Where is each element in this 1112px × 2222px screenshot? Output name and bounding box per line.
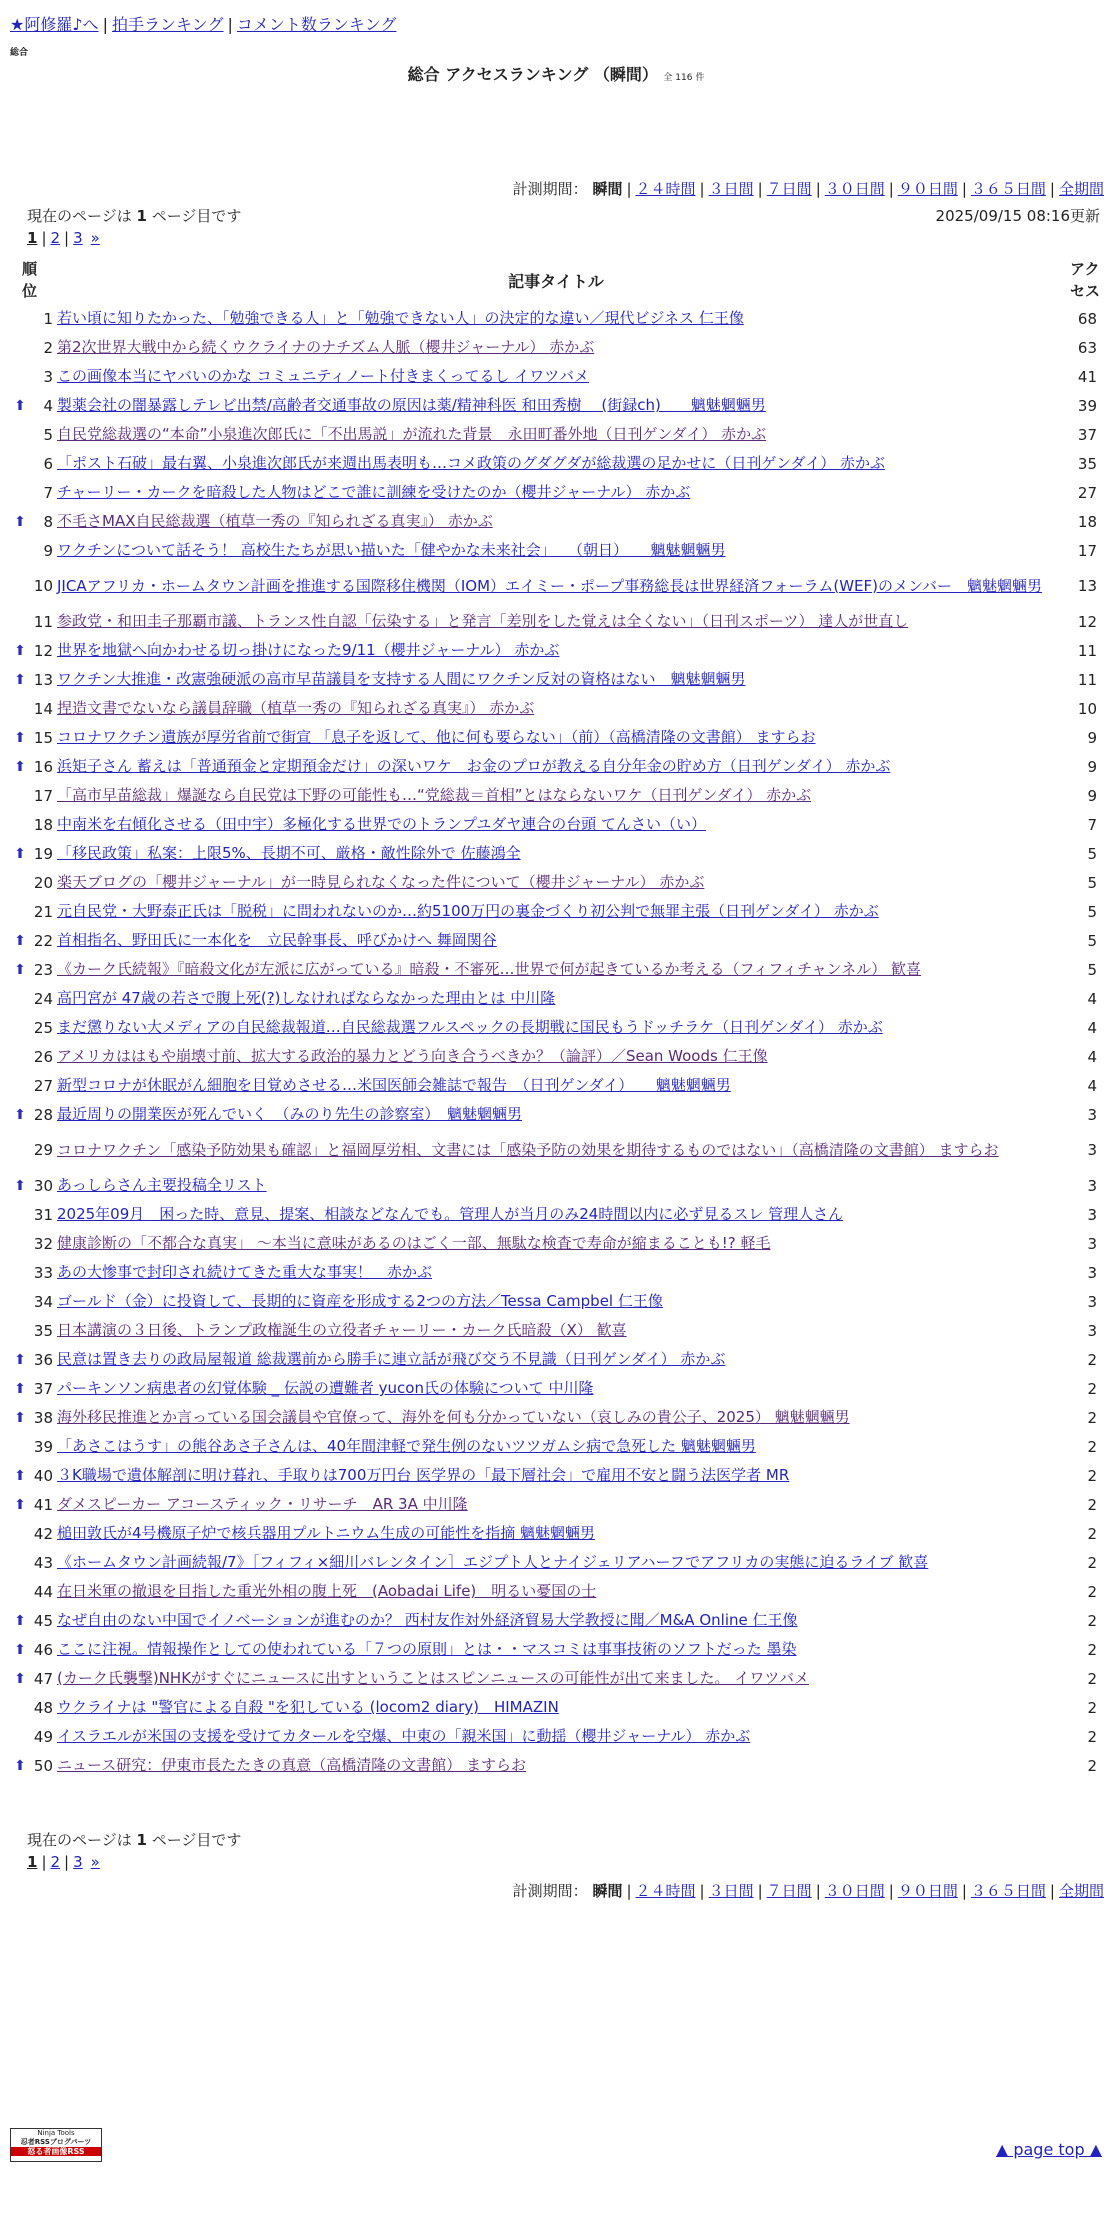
table-row — [0, 810, 1112, 839]
table-row — [0, 897, 1112, 926]
article-link[interactable]: あっしらさん主要投稿全リスト — [57, 1176, 267, 1194]
access-count: 2 — [1087, 1495, 1097, 1514]
access-count: 68 — [1077, 309, 1097, 328]
access-count: 2 — [1087, 1408, 1097, 1427]
period-30d-link[interactable]: ３０日間 — [824, 180, 885, 198]
rank-number: 4 — [43, 396, 53, 415]
link-comment-ranking[interactable]: コメント数ランキング — [236, 15, 397, 34]
period-7d-link[interactable]: ７日間 — [766, 1882, 812, 1900]
article-link[interactable]: 槌田敦氏が4号機原子炉で核兵器用プルトニウム生成の可能性を指摘 魑魅魍魎男 — [57, 1524, 595, 1542]
rank-up-arrow-icon: ⬆ — [14, 729, 26, 746]
rss-blogparts-logo[interactable] — [10, 2128, 102, 2162]
period-current: 瞬間 — [592, 180, 623, 198]
article-link[interactable]: 第2次世界大戦中から続くウクライナのナチズム人脈（櫻井ジャーナル） 赤かぶ — [57, 338, 595, 356]
access-count: 3 — [1087, 1321, 1097, 1340]
article-link[interactable]: この画像本当にヤバいのかな コミュニティノート付きまくってるし イワツバメ — [57, 367, 589, 385]
table-row — [0, 868, 1112, 897]
rank-number: 27 — [33, 1076, 53, 1095]
pager-top: 1 | 2 | 3 » — [27, 229, 100, 247]
table-row — [0, 1577, 1112, 1606]
top-navigation — [10, 12, 396, 35]
access-count: 4 — [1087, 989, 1097, 1008]
article-link[interactable]: 元自民党・大野泰正氏は「脱税」に問われないのか…約5100万円の裏金づくり初公判で無罪主張（日刊ゲンダイ） 赤かぶ — [57, 902, 879, 920]
table-row — [0, 478, 1112, 507]
rank-number: 3 — [43, 367, 53, 386]
table-row — [0, 1229, 1112, 1258]
article-link[interactable]: コロナワクチン遺族が厚労省前で街宣 「息子を返して、他に何も要らない」（前）（高橋清隆の文書館） ますらお — [57, 728, 816, 746]
table-row — [0, 607, 1112, 636]
period-all-link[interactable]: 全期間 — [1058, 1882, 1104, 1900]
period-3d-link[interactable]: ３日間 — [708, 1882, 754, 1900]
table-row — [0, 636, 1112, 665]
pager-page-1[interactable]: 1 — [27, 1853, 38, 1871]
period-365d-link[interactable]: ３６５日間 — [970, 180, 1046, 198]
table-row — [0, 1200, 1112, 1229]
table-row — [0, 1129, 1112, 1171]
rank-number: 1 — [43, 309, 53, 328]
table-row — [0, 1432, 1112, 1461]
rank-up-arrow-icon: ⬆ — [14, 758, 26, 775]
article-link[interactable]: 民意は置き去りの政局屋報道 総裁選前から勝手に連立話が飛び交う不見識（日刊ゲンダイ） 赤かぶ — [57, 1350, 726, 1368]
access-count: 3 — [1087, 1141, 1097, 1159]
rank-number: 32 — [33, 1234, 53, 1253]
header-title: 記事タイトル — [508, 272, 604, 291]
article-link[interactable]: 世界を地獄へ向かわせる切っ掛けになった9/11（櫻井ジャーナル） 赤かぶ — [57, 641, 560, 659]
access-count: 2 — [1087, 1727, 1097, 1746]
pager-page-1[interactable]: 1 — [27, 229, 38, 247]
table-row — [0, 507, 1112, 536]
logo-mid-text: 忍者RSSブログパーツ — [20, 2138, 92, 2146]
table-row — [0, 1403, 1112, 1432]
rank-number: 43 — [33, 1553, 53, 1572]
rank-number: 8 — [43, 512, 53, 531]
article-link[interactable]: 首相指名、野田氏に一本化を 立民幹事長、呼びかけへ 舞岡関谷 — [57, 931, 497, 949]
rank-number: 50 — [33, 1756, 53, 1775]
table-row — [0, 665, 1112, 694]
table-row — [0, 333, 1112, 362]
rank-number: 18 — [33, 815, 53, 834]
article-link[interactable]: 日本講演の３日後、トランプ政権誕生の立役者チャーリー・カーク氏暗殺（X） 歓喜 — [57, 1321, 627, 1339]
access-count: 3 — [1087, 1263, 1097, 1282]
article-link[interactable]: 「高市早苗総裁」爆誕なら自民党は下野の可能性も…“党総裁＝首相”とはならないワケ（日刊ゲンダイ） 赤かぶ — [57, 786, 812, 804]
access-count: 3 — [1087, 1105, 1097, 1124]
access-count: 2 — [1087, 1582, 1097, 1601]
nav-separator: | — [102, 15, 108, 34]
article-link[interactable]: 高円宮が 47歳の若さで腹上死(?)しなければならなかった理由とは 中川隆 — [57, 989, 556, 1007]
rank-number: 21 — [33, 902, 53, 921]
rank-number: 9 — [43, 541, 53, 560]
page-info-number: 1 — [136, 1831, 147, 1849]
rank-number: 29 — [33, 1141, 53, 1159]
access-count: 18 — [1077, 512, 1097, 531]
table-row — [0, 1693, 1112, 1722]
access-count: 63 — [1077, 338, 1097, 357]
logo-top-text: Ninja Tools — [37, 2129, 75, 2137]
article-link[interactable]: パーキンソン病患者の幻覚体験 _ 伝説の遭難者 yucon氏の体験について 中川隆 — [57, 1379, 594, 1397]
rank-number: 39 — [33, 1437, 53, 1456]
article-link[interactable]: 不毛さMAX自民総裁選（植草一秀の『知られざる真実』） 赤かぶ — [57, 512, 493, 530]
access-count: 10 — [1077, 699, 1097, 718]
rank-up-arrow-icon: ⬆ — [14, 961, 26, 978]
updated-timestamp: 2025/09/15 08:16更新 — [935, 207, 1100, 225]
article-link[interactable]: ここに注視。情報操作としての使われている「７つの原則」とは・・マスコミは事事技術のソフトだった 墨染 — [57, 1640, 797, 1658]
table-row — [0, 723, 1112, 752]
table-row — [0, 781, 1112, 810]
rank-number: 34 — [33, 1292, 53, 1311]
access-count: 17 — [1077, 541, 1097, 560]
article-link[interactable]: 新型コロナが休眠がん細胞を目覚めさせる…米国医師会雑誌で報告 （日刊ゲンダイ） 魑魅魍魎男 — [57, 1076, 731, 1094]
table-row — [0, 1461, 1112, 1490]
rank-up-arrow-icon: ⬆ — [14, 1177, 26, 1194]
page-title — [0, 62, 1112, 85]
article-link[interactable]: コロナワクチン「感染予防効果も確認」と福岡厚労相、文書には「感染予防の効果を期待するものではない」（高橋清隆の文書館） ますらお — [57, 1140, 999, 1159]
period-30d-link[interactable]: ３０日間 — [824, 1882, 885, 1900]
rank-number: 19 — [33, 844, 53, 863]
table-row — [0, 1664, 1112, 1693]
article-link[interactable]: 捏造文書でないなら議員辞職（植草一秀の『知られざる真実』） 赤かぶ — [57, 699, 535, 717]
table-row — [0, 1345, 1112, 1374]
period-90d-link[interactable]: ９０日間 — [897, 180, 958, 198]
rank-number: 40 — [33, 1466, 53, 1485]
table-row — [0, 1606, 1112, 1635]
article-link[interactable]: アメリカははもや崩壊寸前、拡大する政治的暴力とどう向き合うべきか？（論評）／Sean Woods 仁王像 — [57, 1047, 768, 1065]
rank-number: 11 — [33, 612, 53, 631]
article-link[interactable]: ダメスピーカー アコースティック・リサーチ AR 3A 中川隆 — [57, 1495, 468, 1513]
article-link[interactable]: 「あさこはうす」の熊谷あさ子さんは、40年間津軽で発生例のないツツガムシ病で急死した 魑魅魍魎男 — [57, 1437, 756, 1455]
rank-number: 38 — [33, 1408, 53, 1427]
rank-up-arrow-icon: ⬆ — [14, 1351, 26, 1368]
rank-up-arrow-icon: ⬆ — [14, 932, 26, 949]
rank-up-arrow-icon: ⬆ — [14, 1467, 26, 1484]
rank-number: 45 — [33, 1611, 53, 1630]
rank-number: 23 — [33, 960, 53, 979]
pager-page-2[interactable]: 2 — [50, 229, 61, 247]
pager-page-2[interactable]: 2 — [50, 1853, 61, 1871]
rank-number: 49 — [33, 1727, 53, 1746]
table-row — [0, 1100, 1112, 1129]
article-link[interactable]: なぜ自由のない中国でイノベーションが進むのか？ 西村友作対外経済貿易大学教授に聞／M&A Online 仁王像 — [57, 1611, 798, 1629]
rank-up-arrow-icon: ⬆ — [14, 1641, 26, 1658]
table-row — [0, 1519, 1112, 1548]
access-count: 9 — [1087, 728, 1097, 747]
period-90d-link[interactable]: ９０日間 — [897, 1882, 958, 1900]
rank-number: 46 — [33, 1640, 53, 1659]
article-link[interactable]: ワクチン大推進・改憲強硬派の高市早苗議員を支持する人間にワクチン反対の資格はない 魑魅魍魎男 — [57, 670, 746, 688]
table-row — [0, 839, 1112, 868]
article-link[interactable]: 参政党・和田圭子那覇市議、トランス性自認「伝染する」と発言「差別をした覚えは全くない」（日刊スポーツ） 達人が世直し — [57, 612, 909, 630]
access-count: 3 — [1087, 1176, 1097, 1195]
article-link[interactable]: ニュース研究：伊東市長たたきの真意（高橋清隆の文書館） ますらお — [57, 1756, 527, 1774]
article-link[interactable]: 2025年09月 困った時、意見、提案、相談などなんでも。管理人が当月のみ24時間以内に必ず見るスレ 管理人さん — [57, 1205, 844, 1223]
article-link[interactable]: 健康診断の「不都合な真実」 ～本当に意味があるのはごく一部、無駄な検査で寿命が縮まることも!? 軽毛 — [57, 1234, 771, 1252]
table-row — [0, 955, 1112, 984]
article-link[interactable]: イスラエルが米国の支援を受けてカタールを空爆、中東の「親米国」に動揺（櫻井ジャーナル） 赤かぶ — [57, 1727, 751, 1745]
access-count: 11 — [1077, 670, 1097, 689]
rank-number: 28 — [33, 1105, 53, 1124]
article-link[interactable]: あの大惨事で封印され続けてきた重大な事実！ 赤かぶ — [57, 1263, 433, 1281]
table-row — [0, 304, 1112, 333]
table-row — [0, 449, 1112, 478]
rank-up-arrow-icon: ⬆ — [14, 671, 26, 688]
access-count: 3 — [1087, 1205, 1097, 1224]
rank-number: 26 — [33, 1047, 53, 1066]
article-link[interactable]: 「ポスト石破」最右翼、小泉進次郎氏が来週出馬表明も…コメ政策のグダグダが総裁選の足かせに（日刊ゲンダイ） 赤かぶ — [57, 454, 885, 472]
table-row — [0, 926, 1112, 955]
rank-number: 35 — [33, 1321, 53, 1340]
rank-up-arrow-icon: ⬆ — [14, 1670, 26, 1687]
rank-number: 44 — [33, 1582, 53, 1601]
nav-separator: | — [227, 15, 233, 34]
period-current: 瞬間 — [592, 1882, 623, 1900]
rank-number: 41 — [33, 1495, 53, 1514]
access-count: 5 — [1087, 902, 1097, 921]
rank-number: 10 — [33, 577, 53, 595]
article-link[interactable]: JICAアフリカ・ホームタウン計画を推進する国際移住機関（IOM）エイミー・ポープ事務総長は世界経済フォーラム(WEF)のメンバー 魑魅魍魎男 — [57, 576, 1042, 595]
table-row — [0, 1171, 1112, 1200]
access-count: 5 — [1087, 873, 1097, 892]
ranking-table — [0, 304, 1112, 1780]
article-link[interactable]: ワクチンについて話そう！ 高校生たちが思い描いた「健やかな未来社会」 （朝日） 魑魅魍魎男 — [57, 541, 726, 559]
table-row — [0, 1287, 1112, 1316]
article-link[interactable]: 楽天ブログの「櫻井ジャーナル」が一時見られなくなった件について（櫻井ジャーナル） 赤かぶ — [57, 873, 705, 891]
access-count: 9 — [1087, 786, 1097, 805]
access-count: 2 — [1087, 1669, 1097, 1688]
access-count: 2 — [1087, 1524, 1097, 1543]
period-3d-link[interactable]: ３日間 — [708, 180, 754, 198]
header-access: アク セス — [1070, 260, 1101, 300]
article-link[interactable]: 《カーク氏続報》『暗殺文化が左派に広がっている』暗殺・不審死…世界で何が起きているか考える（フィフィチャンネル） 歓喜 — [57, 960, 921, 978]
page-info-suffix: ページ目です — [151, 207, 242, 225]
table-row — [0, 1071, 1112, 1100]
access-count: 39 — [1077, 396, 1097, 415]
rank-up-arrow-icon: ⬆ — [14, 1496, 26, 1513]
rank-number: 20 — [33, 873, 53, 892]
rank-number: 12 — [33, 641, 53, 660]
link-asyura-top[interactable]: ★阿修羅♪へ — [10, 15, 99, 34]
access-count: 4 — [1087, 1076, 1097, 1095]
rank-number: 37 — [33, 1379, 53, 1398]
table-row — [0, 1751, 1112, 1780]
page-info-suffix: ページ目です — [151, 1831, 242, 1849]
table-row — [0, 420, 1112, 449]
rank-number: 25 — [33, 1018, 53, 1037]
rank-number: 47 — [33, 1669, 53, 1688]
rank-up-arrow-icon: ⬆ — [14, 1106, 26, 1123]
rank-number: 5 — [43, 425, 53, 444]
rank-up-arrow-icon: ⬆ — [14, 1380, 26, 1397]
pager-page-3[interactable]: 3 — [73, 229, 83, 247]
period-365d-link[interactable]: ３６５日間 — [970, 1882, 1046, 1900]
table-row — [0, 1635, 1112, 1664]
access-count: 37 — [1077, 425, 1097, 444]
table-row — [0, 1258, 1112, 1287]
rank-number: 48 — [33, 1698, 53, 1717]
access-count: 35 — [1077, 454, 1097, 473]
article-link[interactable]: 在日米軍の撤退を目指した重光外相の腹上死 (Aobadai Life) 明るい憂国の士 — [57, 1582, 597, 1600]
table-row — [0, 752, 1112, 781]
rank-up-arrow-icon: ⬆ — [14, 845, 26, 862]
pager-next[interactable]: » — [90, 1853, 100, 1871]
table-row — [0, 1722, 1112, 1751]
article-link[interactable]: 「移民政策」私案：上限5%、長期不可、厳格・敵性除外で 佐藤鴻全 — [57, 844, 521, 862]
rank-number: 2 — [43, 338, 53, 357]
access-count: 2 — [1087, 1350, 1097, 1369]
rank-number: 30 — [33, 1176, 53, 1195]
table-row — [0, 362, 1112, 391]
article-link[interactable]: 浜矩子さん 蓄えは「普通預金と定期預金だけ」の深いワケ お金のプロが教える自分年金の貯め方（日刊ゲンダイ） 赤かぶ — [57, 757, 891, 775]
rank-up-arrow-icon: ⬆ — [14, 397, 26, 414]
article-link[interactable]: 若い頃に知りたかった、「勉強できる人」と「勉強できない人」の決定的な違い／現代ビジネス 仁王像 — [57, 309, 744, 327]
article-link[interactable]: 海外移民推進とか言っている国会議員や官僚って、海外を何も分かっていない（哀しみの貴公子、2025） 魑魅魍魎男 — [57, 1408, 850, 1426]
access-count: 2 — [1087, 1437, 1097, 1456]
article-link[interactable]: ウクライナは "警官による自殺 "を犯している (locom2 diary) HIMAZIN — [57, 1698, 559, 1716]
access-count: 9 — [1087, 757, 1097, 776]
access-count: 3 — [1087, 1234, 1097, 1253]
rank-up-arrow-icon: ⬆ — [14, 1409, 26, 1426]
page-info-prefix: 現在のページは — [27, 1831, 132, 1849]
access-count: 11 — [1077, 641, 1097, 660]
table-row — [0, 536, 1112, 565]
access-count: 27 — [1077, 483, 1097, 502]
access-count: 3 — [1087, 1292, 1097, 1311]
page-top-link[interactable]: ▲ page top ▲ — [995, 2140, 1102, 2159]
total-count: 全 116 件 — [663, 73, 705, 83]
period-all-link[interactable]: 全期間 — [1058, 180, 1104, 198]
access-count: 4 — [1087, 1047, 1097, 1066]
article-link[interactable]: まだ懲りない大メディアの自民総裁報道…自民総裁選フルスペックの長期戦に国民もうドッチラケ（日刊ゲンダイ） 赤かぶ — [57, 1018, 883, 1036]
article-link[interactable]: (カーク氏襲撃)NHKがすぐにニュースに出すということはスピンニュースの可能性が出て来ました。 イワツバメ — [57, 1669, 810, 1687]
access-count: 5 — [1087, 931, 1097, 950]
article-link[interactable]: 製薬会社の闇暴露しテレビ出禁/高齢者交通事故の原因は薬/精神科医 和田秀樹 (街録ch) 魑魅魍魎男 — [57, 396, 766, 414]
rank-number: 13 — [33, 670, 53, 689]
access-count: 5 — [1087, 844, 1097, 863]
page-title-text: 総合 アクセスランキング （瞬間） — [407, 65, 658, 84]
period-selector-bottom: 計測期間： 瞬間 | ２４時間 | ３日間 | ７日間 | ３０日間 | ９０日間 | ３６５日間 | 全期間 — [512, 1882, 1104, 1900]
table-row — [0, 694, 1112, 723]
access-count: 5 — [1087, 960, 1097, 979]
rank-number: 7 — [43, 483, 53, 502]
rank-number: 22 — [33, 931, 53, 950]
page-info-number: 1 — [136, 207, 147, 225]
rank-number: 31 — [33, 1205, 53, 1224]
article-link[interactable]: 最近周りの開業医が死んでいく （みのり先生の診察室） 魑魅魍魎男 — [57, 1105, 523, 1123]
pager-bottom: 1 | 2 | 3 » — [27, 1853, 100, 1871]
rank-number: 6 — [43, 454, 53, 473]
article-link[interactable]: ３K職場で遺体解剖に明け暮れ、手取りは700万円台 医学界の「最下層社会」で雇用不安と闘う法医学者 MR — [57, 1466, 790, 1484]
period-24h-link[interactable]: ２４時間 — [635, 180, 696, 198]
pager-next[interactable]: » — [90, 229, 100, 247]
article-link[interactable]: 自民党総裁選の“本命”小泉進次郎氏に「不出馬説」が流れた背景 永田町番外地（日刊ゲンダイ） 赤かぶ — [57, 425, 767, 443]
rank-number: 36 — [33, 1350, 53, 1369]
rank-number: 14 — [33, 699, 53, 718]
rank-up-arrow-icon: ⬆ — [14, 513, 26, 530]
table-row — [0, 984, 1112, 1013]
logo-band-text: 怒る者画像RSS — [11, 2147, 101, 2156]
period-selector-top: 計測期間： 瞬間 | ２４時間 | ３日間 | ７日間 | ３０日間 | ９０日間 | ３６５日間 | 全期間 — [512, 180, 1104, 198]
article-link[interactable]: 中南米を右傾化させる（田中宇）多極化する世界でのトランプユダヤ連合の台頭 てんさい（い） — [57, 815, 707, 833]
category-tag: 総合 — [10, 48, 29, 58]
table-row — [0, 565, 1112, 607]
access-count: 2 — [1087, 1640, 1097, 1659]
pager-page-3[interactable]: 3 — [73, 1853, 83, 1871]
header-rank: 順 位 — [22, 260, 38, 300]
table-row — [0, 1548, 1112, 1577]
access-count: 2 — [1087, 1698, 1097, 1717]
rank-number: 17 — [33, 786, 53, 805]
page-info-prefix: 現在のページは — [27, 207, 132, 225]
page-info-bottom — [27, 1829, 241, 1850]
period-7d-link[interactable]: ７日間 — [766, 180, 812, 198]
access-count: 4 — [1087, 1018, 1097, 1037]
access-count: 2 — [1087, 1756, 1097, 1775]
table-row — [0, 391, 1112, 420]
access-count: 2 — [1087, 1611, 1097, 1630]
rank-number: 33 — [33, 1263, 53, 1282]
rank-number: 42 — [33, 1524, 53, 1543]
rank-up-arrow-icon: ⬆ — [14, 1757, 26, 1774]
table-row — [0, 1042, 1112, 1071]
access-count: 12 — [1077, 612, 1097, 631]
page-info-top — [27, 205, 241, 226]
table-row — [0, 1490, 1112, 1519]
access-count: 2 — [1087, 1466, 1097, 1485]
rank-number: 16 — [33, 757, 53, 776]
rank-up-arrow-icon: ⬆ — [14, 642, 26, 659]
rank-number: 15 — [33, 728, 53, 747]
article-link[interactable]: チャーリー・カークを暗殺した人物はどこで誰に訓練を受けたのか（櫻井ジャーナル） 赤かぶ — [57, 483, 691, 501]
period-label: 計測期間： — [512, 180, 588, 198]
period-label: 計測期間： — [512, 1882, 588, 1900]
access-count: 41 — [1077, 367, 1097, 386]
access-count: 13 — [1077, 577, 1097, 595]
period-24h-link[interactable]: ２４時間 — [635, 1882, 696, 1900]
access-count: 7 — [1087, 815, 1097, 834]
article-link[interactable]: ゴールド（金）に投資して、長期的に資産を形成する2つの方法／Tessa Campbel 仁王像 — [57, 1292, 663, 1310]
rank-number: 24 — [33, 989, 53, 1008]
access-count: 2 — [1087, 1379, 1097, 1398]
link-clap-ranking[interactable]: 拍手ランキング — [111, 15, 224, 34]
table-row — [0, 1013, 1112, 1042]
article-link[interactable]: 《ホームタウン計画続報/7》［フィフィ×細川バレンタイン］エジプト人とナイジェリアハーフでアフリカの実態に迫るライブ 歓喜 — [57, 1553, 929, 1571]
table-row — [0, 1374, 1112, 1403]
access-count: 2 — [1087, 1553, 1097, 1572]
table-row — [0, 1316, 1112, 1345]
rank-up-arrow-icon: ⬆ — [14, 1612, 26, 1629]
